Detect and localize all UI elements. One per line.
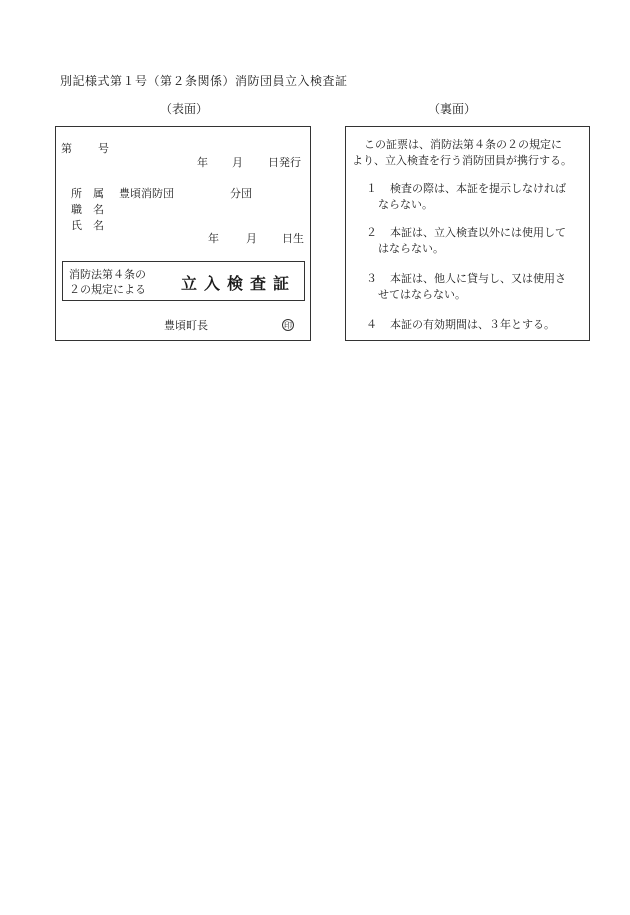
- birth-day: 日生: [282, 232, 304, 245]
- list-item-line1: 本証は、立入検査以外には使用して: [390, 226, 566, 239]
- back-card: [345, 126, 590, 341]
- branch-label: 分団: [230, 187, 252, 200]
- intro-line1: この証票は、消防法第４条の２の規定に: [364, 138, 562, 151]
- certificate-stamp-box: [62, 261, 305, 301]
- legal-note: [69, 267, 146, 297]
- list-item-number: １: [366, 182, 377, 195]
- number-suffix: 号: [98, 142, 109, 155]
- issue-year: 年: [197, 156, 208, 169]
- list-item-number: ２: [366, 226, 377, 239]
- number-prefix: 第: [61, 142, 72, 155]
- legal-note-line2: ２の規定による: [69, 283, 146, 296]
- certificate-title: 立入検査証: [181, 274, 297, 293]
- back-side-label: （裏面）: [428, 102, 477, 116]
- intro-line2: より、立入検査を行う消防団員が携行する。: [352, 154, 572, 167]
- birth-year: 年: [208, 232, 219, 245]
- front-card: [55, 126, 311, 341]
- list-item-line1: 本証は、他人に貸与し、又は使用さ: [390, 272, 566, 285]
- list-item-line2: ならない。: [378, 198, 433, 211]
- list-item-line2: はならない。: [378, 242, 444, 255]
- list-item-number: ４: [366, 318, 377, 331]
- list-item-line1: 本証の有効期間は、３年とする。: [390, 318, 555, 331]
- seal-icon: 印: [284, 321, 292, 330]
- list-item-line2: せてはならない。: [378, 288, 466, 301]
- name-label: 氏 名: [71, 219, 104, 232]
- affiliation-label: 所 属: [71, 187, 104, 200]
- affiliation-value: 豊頃消防団: [119, 187, 174, 200]
- legal-note-line1: 消防法第４条の: [69, 268, 146, 281]
- front-side-label: （表面）: [160, 102, 209, 116]
- birth-month: 月: [246, 232, 257, 245]
- list-item-line1: 検査の際は、本証を提示しなければ: [390, 182, 566, 195]
- issue-month: 月: [232, 156, 243, 169]
- list-item-number: ３: [366, 272, 377, 285]
- document-title: 別記様式第１号（第２条関係）消防団員立入検査証: [60, 74, 348, 88]
- issuer-name: 豊頃町長: [164, 319, 208, 332]
- position-label: 職 名: [71, 203, 104, 216]
- issue-day: 日発行: [268, 156, 301, 169]
